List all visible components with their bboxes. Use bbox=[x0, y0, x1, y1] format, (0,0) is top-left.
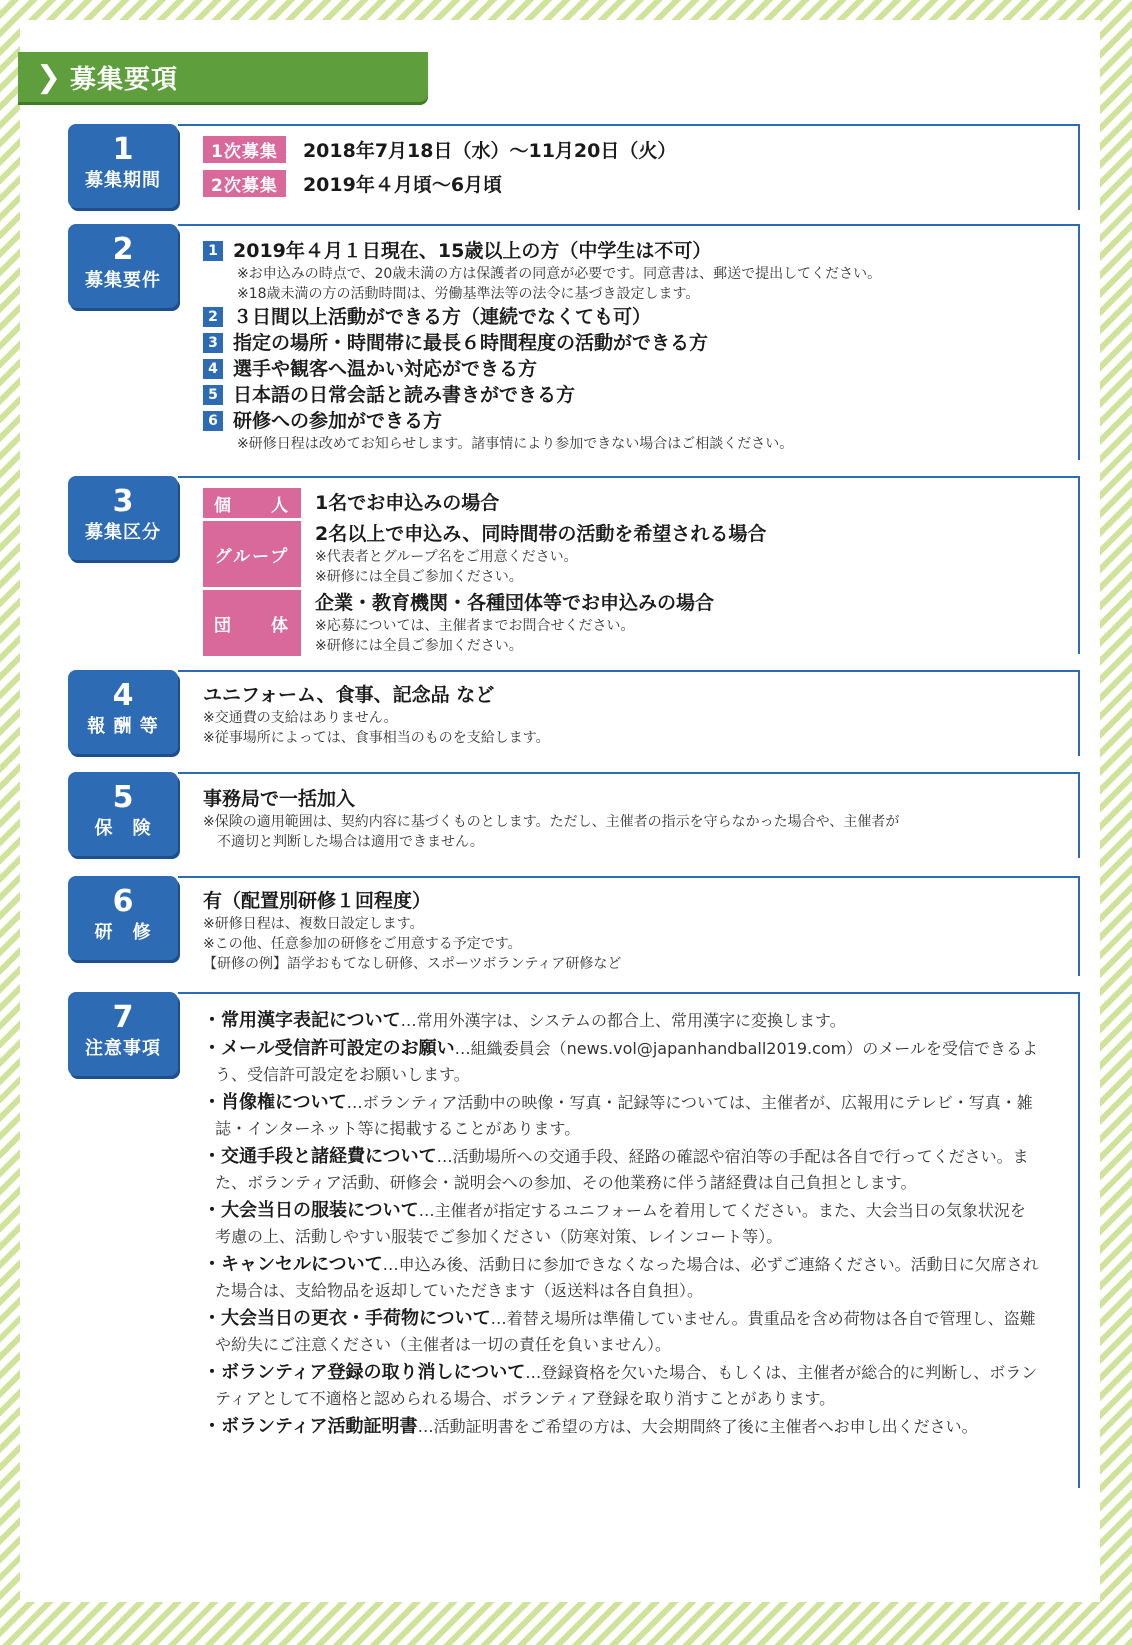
page-title: 募集要項 bbox=[70, 64, 179, 95]
notice-body: …活動場所への交通手段、経路の確認や宿泊等の手配は各自で行ってください。また、ボランティア活動、研修会・説明会への参加、その他業務に伴う諸経費は自己負担とします。 bbox=[215, 1147, 1029, 1192]
period-tag: 1次募集 bbox=[203, 136, 286, 163]
chevron-right-icon: ❯ bbox=[36, 59, 62, 95]
notice-heading: ・メール受信許可設定のお願い bbox=[203, 1038, 455, 1059]
number-square-icon: 3 bbox=[203, 333, 223, 353]
category-text: 2名以上で申込み、同時間帯の活動を希望される場合 bbox=[315, 523, 767, 545]
section-content bbox=[203, 888, 1050, 974]
section-label: 注意事項 bbox=[85, 1038, 161, 1059]
section-badge bbox=[68, 124, 178, 208]
notice-item bbox=[203, 1008, 1040, 1034]
notice-heading: ・肖像権について bbox=[203, 1092, 347, 1113]
notice-item bbox=[203, 1198, 1040, 1250]
requirement-note: ※お申込みの時点で、20歳未満の方は保護者の同意が必要です。同意書は、郵送で提出してください。 bbox=[237, 266, 882, 282]
notice-body: …申込み後、活動日に参加できなくなった場合は、必ずご連絡ください。活動日に欠席された場合は、支給物品を返却していただきます（返送料は各自負担）。 bbox=[215, 1255, 1039, 1300]
category-text: 1名でお申込みの場合 bbox=[315, 492, 500, 514]
number-square-icon: 4 bbox=[203, 359, 223, 379]
section-insurance bbox=[68, 772, 1080, 858]
number-square-icon: 2 bbox=[203, 307, 223, 327]
training-note: ※この他、任意参加の研修をご用意する予定です。 bbox=[203, 936, 522, 952]
notice-item bbox=[203, 1252, 1040, 1304]
period-text: 2019年４月頃～6月頃 bbox=[302, 174, 503, 196]
period-row bbox=[203, 136, 1050, 164]
category-row bbox=[203, 521, 1050, 590]
notice-body: …着替え場所は準備していません。貴重品を含め荷物は各自で管理し、盗難や紛失にご注意ください（主催者は一切の責任を負いません）。 bbox=[215, 1309, 1036, 1354]
section-content bbox=[203, 488, 1050, 659]
number-square-icon: 6 bbox=[203, 411, 223, 431]
section-title-bar bbox=[18, 52, 428, 102]
compensation-note: ※交通費の支給はありません。 bbox=[203, 710, 398, 726]
section-badge bbox=[68, 772, 178, 856]
category-text: 企業・教育機関・各種団体等でお申込みの場合 bbox=[315, 592, 715, 614]
requirement-text: ３日間以上活動ができる方（連続でなくても可） bbox=[233, 306, 652, 328]
requirement-item bbox=[203, 238, 1050, 264]
notice-heading: ・キャンセルについて bbox=[203, 1254, 383, 1275]
requirement-item bbox=[203, 330, 1050, 356]
notice-body: …活動証明書をご希望の方は、大会期間終了後に主催者へお申し出ください。 bbox=[417, 1417, 978, 1436]
notice-heading: ・常用漢字表記について bbox=[203, 1010, 401, 1031]
insurance-note: ※保険の適用範囲は、契約内容に基づくものとします。ただし、主催者の指示を守らなかった場合や、主催者が bbox=[203, 814, 900, 830]
notice-body: …常用外漢字は、システムの都合上、常用漢字に変換します。 bbox=[400, 1011, 846, 1030]
period-tag: 2次募集 bbox=[203, 170, 286, 197]
period-text: 2018年7月18日（水）～11月20日（火） bbox=[302, 140, 677, 162]
section-number: 6 bbox=[112, 884, 134, 919]
compensation-note: ※従事場所によっては、食事相当のものを支給します。 bbox=[203, 730, 550, 746]
notice-body: …ボランティア活動中の映像・写真・記録等については、主催者が、広報用にテレビ・写真・雑誌・インターネット等に掲載することがあります。 bbox=[215, 1093, 1033, 1138]
section-training bbox=[68, 876, 1080, 976]
section-notices bbox=[68, 992, 1080, 1488]
category-tag: グループ bbox=[203, 521, 301, 587]
training-note: ※研修日程は、複数日設定します。 bbox=[203, 916, 424, 932]
requirement-text: 日本語の日常会話と読み書きができる方 bbox=[233, 384, 576, 406]
section-compensation bbox=[68, 670, 1080, 756]
category-tag: 個 人 bbox=[203, 488, 301, 518]
notice-item bbox=[203, 1414, 1040, 1440]
requirement-item bbox=[203, 408, 1050, 434]
number-square-icon: 5 bbox=[203, 385, 223, 405]
section-requirements bbox=[68, 224, 1080, 460]
compensation-text: ユニフォーム、食事、記念品 など bbox=[203, 684, 495, 706]
section-content bbox=[203, 786, 1050, 852]
page-panel bbox=[20, 20, 1100, 1602]
section-number: 2 bbox=[112, 232, 134, 267]
notice-heading: ・ボランティア活動証明書 bbox=[203, 1416, 418, 1437]
category-row bbox=[203, 488, 1050, 521]
category-tag: 団 体 bbox=[203, 590, 301, 656]
requirement-text: 指定の場所・時間帯に最長６時間程度の活動ができる方 bbox=[233, 332, 709, 354]
notice-heading: ・大会当日の服装について bbox=[203, 1200, 419, 1221]
requirement-item bbox=[203, 356, 1050, 382]
section-label: 報 酬 等 bbox=[87, 716, 159, 737]
section-badge bbox=[68, 476, 178, 560]
notice-heading: ・ボランティア登録の取り消しについて bbox=[203, 1362, 526, 1383]
notice-heading: ・大会当日の更衣・手荷物について bbox=[203, 1308, 491, 1329]
section-label: 募集期間 bbox=[85, 170, 161, 191]
section-application-period bbox=[68, 124, 1080, 210]
section-number: 1 bbox=[112, 132, 134, 167]
requirement-note: ※研修日程は改めてお知らせします。諸事情により参加できない場合はご相談ください。 bbox=[237, 436, 794, 452]
category-note: ※研修には全員ご参加ください。 bbox=[315, 569, 523, 585]
requirement-text: 研修への参加ができる方 bbox=[233, 410, 443, 432]
section-label: 保 険 bbox=[94, 818, 152, 839]
section-label: 募集要件 bbox=[85, 270, 161, 291]
requirement-text: 2019年４月１日現在、15歳以上の方（中学生は不可） bbox=[233, 240, 712, 262]
category-row bbox=[203, 590, 1050, 659]
section-content bbox=[203, 136, 1050, 198]
insurance-note: 不適切と判断した場合は適用できません。 bbox=[203, 834, 484, 850]
requirement-item bbox=[203, 304, 1050, 330]
section-categories bbox=[68, 476, 1080, 654]
section-badge bbox=[68, 670, 178, 754]
notice-item bbox=[203, 1090, 1040, 1142]
requirement-item bbox=[203, 382, 1050, 408]
notice-body: …組織委員会（news.vol@japanhandball2019.com）のメールを受信できるよう、受信許可設定をお願いします。 bbox=[215, 1039, 1038, 1084]
notice-item bbox=[203, 1306, 1040, 1358]
notice-body: …主催者が指定するユニフォームを着用してください。また、大会当日の気象状況を考慮の上、活動しやすい服装でご参加ください（防寒対策、レインコート等）。 bbox=[215, 1201, 1026, 1246]
section-number: 3 bbox=[112, 484, 134, 519]
insurance-text: 事務局で一括加入 bbox=[203, 788, 356, 810]
section-content bbox=[203, 238, 1050, 454]
notice-heading: ・交通手段と諸経費について bbox=[203, 1146, 437, 1167]
number-square-icon: 1 bbox=[203, 241, 223, 261]
section-badge bbox=[68, 876, 178, 960]
training-text: 有（配置別研修１回程度） bbox=[203, 890, 432, 912]
section-number: 4 bbox=[112, 678, 134, 713]
requirement-note: ※18歳未満の方の活動時間は、労働基準法等の法令に基づき設定します。 bbox=[237, 286, 700, 302]
section-label: 研 修 bbox=[94, 922, 152, 943]
section-label: 募集区分 bbox=[85, 522, 161, 543]
notice-item bbox=[203, 1036, 1040, 1088]
notice-body: …登録資格を欠いた場合、もしくは、主催者が総合的に判断し、ボランティアとして不適格と認められる場合、ボランティア登録を取り消すことがあります。 bbox=[215, 1363, 1038, 1408]
section-number: 7 bbox=[112, 1000, 134, 1035]
notice-item bbox=[203, 1360, 1040, 1412]
requirement-text: 選手や観客へ温かい対応ができる方 bbox=[233, 358, 538, 380]
category-note: ※代表者とグループ名をご用意ください。 bbox=[315, 549, 578, 565]
section-badge bbox=[68, 224, 178, 308]
notice-item bbox=[203, 1144, 1040, 1196]
period-row bbox=[203, 170, 1050, 198]
category-note: ※応募については、主催者までお問合せください。 bbox=[315, 618, 635, 634]
section-badge bbox=[68, 992, 178, 1076]
section-content bbox=[203, 1008, 1040, 1442]
section-number: 5 bbox=[112, 780, 134, 815]
section-content bbox=[203, 682, 1050, 748]
training-note: 【研修の例】語学おもてなし研修、スポーツボランティア研修など bbox=[203, 956, 622, 972]
category-note: ※研修には全員ご参加ください。 bbox=[315, 638, 523, 654]
